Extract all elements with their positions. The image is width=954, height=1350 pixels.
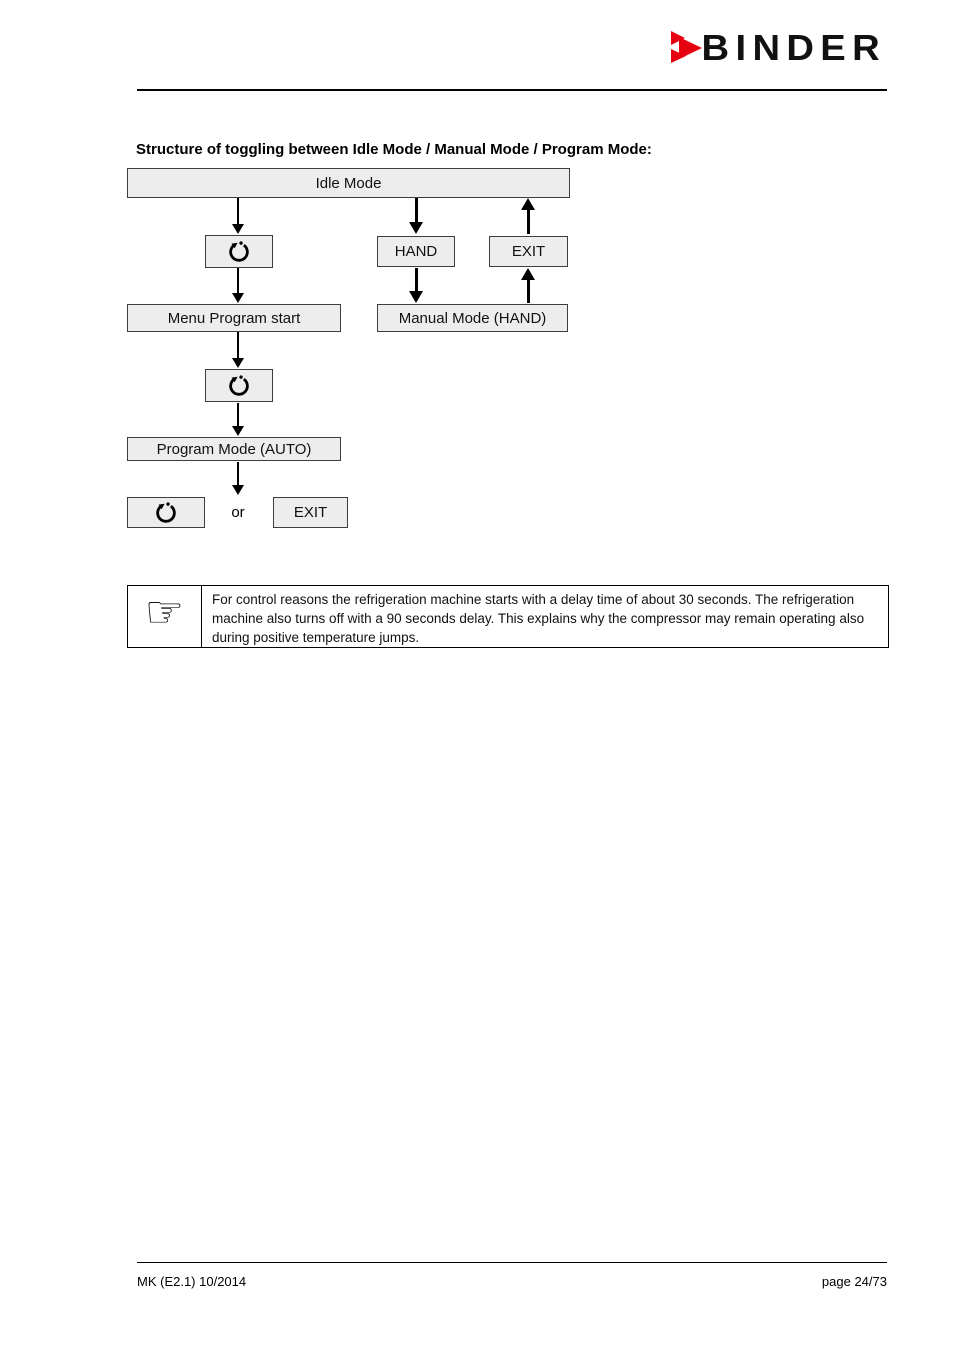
binder-triangles-icon <box>671 31 705 65</box>
node-manual-mode: Manual Mode (HAND) <box>377 304 568 332</box>
node-program-key <box>205 235 273 268</box>
note-box <box>127 585 889 648</box>
footer-rule <box>137 1262 887 1263</box>
node-menu-program-start: Menu Program start <box>127 304 341 332</box>
node-hand-key: HAND <box>377 236 455 267</box>
arrow-down-icon <box>232 403 244 436</box>
circular-arrow-icon <box>226 373 252 399</box>
node-program-mode: Program Mode (AUTO) <box>127 437 341 461</box>
note-icon-cell <box>128 586 202 647</box>
arrow-down-icon <box>232 332 244 368</box>
arrow-down-icon <box>409 268 423 303</box>
note-text: For control reasons the refrigeration machine starts with a delay time of about 30 seconds. The refrigeration machine also turns off with a 90 seconds delay. This explains why the compressor may remain operating also during positive temperature jumps. <box>212 592 865 645</box>
node-program-key <box>127 497 205 528</box>
node-program-key <box>205 369 273 402</box>
logo-wordmark: BINDER <box>701 27 886 68</box>
arrow-up-icon <box>521 268 535 303</box>
circular-arrow-icon <box>153 500 179 526</box>
circular-arrow-icon <box>226 239 252 265</box>
or-connector-label: or <box>231 504 245 521</box>
footer-page-number: page 24/73 <box>821 1274 887 1289</box>
arrow-down-icon <box>232 268 244 303</box>
header-rule <box>137 89 887 91</box>
footer-document-id: MK (E2.1) 10/2014 <box>137 1274 247 1289</box>
section-heading: Structure of toggling between Idle Mode / Manual Mode / Program Mode: <box>136 141 652 158</box>
arrow-down-icon <box>232 462 244 495</box>
arrow-up-icon <box>521 198 535 234</box>
node-idle-mode: Idle Mode <box>127 168 570 198</box>
pointing-hand-icon: ☞ <box>144 587 185 638</box>
arrow-down-icon <box>232 198 244 234</box>
binder-logo <box>671 27 886 68</box>
node-exit-key-lower: EXIT <box>273 497 348 528</box>
node-exit-key-upper: EXIT <box>489 236 568 267</box>
arrow-down-icon <box>409 198 423 234</box>
